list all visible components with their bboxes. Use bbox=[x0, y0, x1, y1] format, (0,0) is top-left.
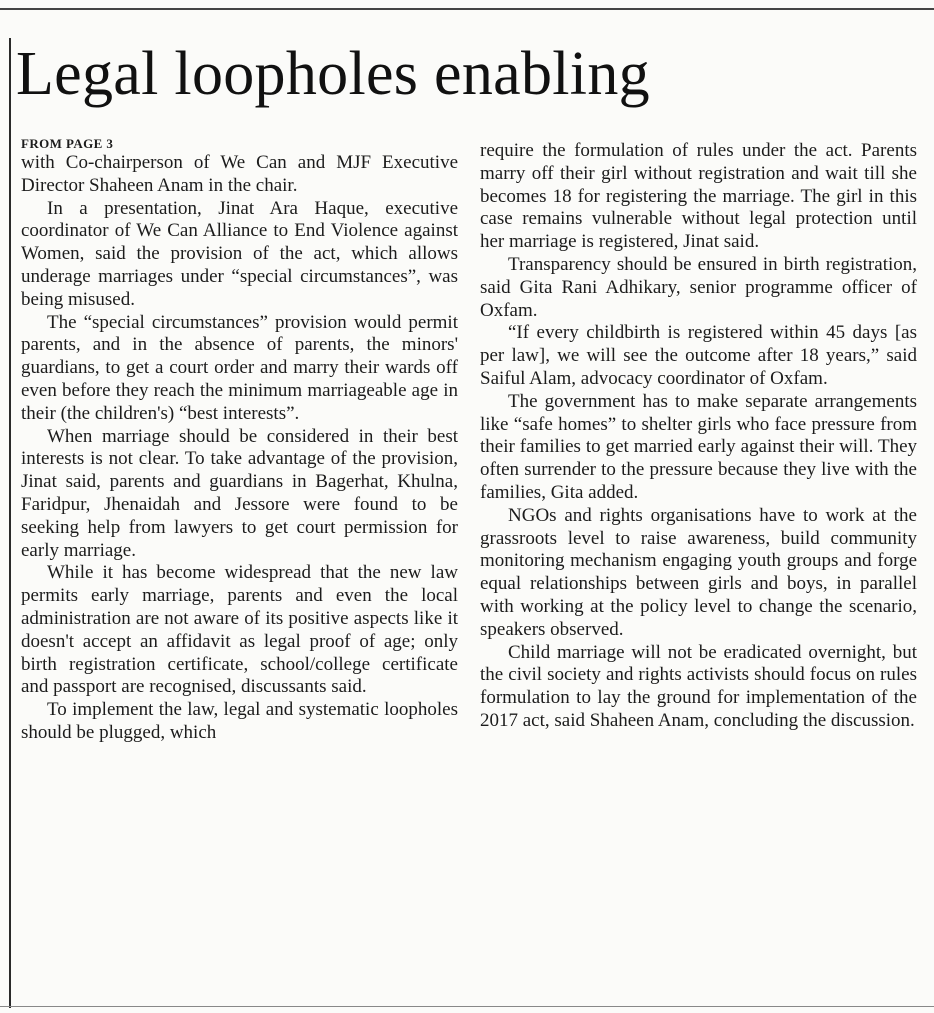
paragraph: To implement the law, legal and systematic loopholes should be plugged, which bbox=[21, 699, 458, 743]
paragraph: Child marriage will not be eradicated overnight, but the civil society and rights activists should focus on rules formulation to lay the ground for implementation of the 2017 act, said Shaheen Anam, concluding the discussion. bbox=[480, 641, 917, 731]
paragraph: Transparency should be ensured in birth registration, said Gita Rani Adhikary, senior programme officer of Oxfam. bbox=[480, 253, 917, 321]
bottom-rule bbox=[0, 1006, 934, 1007]
paragraph: In a presentation, Jinat Ara Haque, executive coordinator of We Can Alliance to End Violence against Women, said the provision of the act, which allows underage marriages under “special circumstances”, was being misused. bbox=[21, 197, 458, 310]
paragraph: with Co-chairperson of We Can and MJF Executive Director Shaheen Anam in the chair. bbox=[21, 152, 458, 196]
continuation-kicker: FROM PAGE 3 bbox=[21, 136, 114, 151]
paragraph: The “special circumstances” provision would permit parents, and in the absence of parents, the minors' guardians, to get a court order and marry their wards off even before they reach the minimum marriageable age in their (the children's) “best interests”. bbox=[21, 311, 458, 424]
top-rule bbox=[0, 8, 934, 10]
paragraph: require the formulation of rules under the act. Parents marry off their girl without registration and wait till she becomes 18 for registering the marriage. The girl in this case remains vulnerable without legal protection until her marriage is registered, Jinat said. bbox=[480, 140, 917, 253]
paragraph: When marriage should be considered in their best interests is not clear. To take advantage of the provision, Jinat said, parents and guardians in Bagerhat, Khulna, Faridpur, Jhenaidah and Jessore were found to be seeking help from lawyers to get court permission for early marriage. bbox=[21, 425, 458, 561]
paragraph: NGOs and rights organisations have to work at the grassroots level to raise awareness, build community monitoring mechanism engaging youth groups and forge equal relationships between girls and boys, in parallel with working at the policy level to change the scenario, speakers observed. bbox=[480, 504, 917, 640]
headline: Legal loopholes enabling bbox=[16, 40, 650, 108]
article-column-left bbox=[21, 136, 458, 745]
left-column-rule bbox=[9, 38, 11, 1008]
paragraph: “If every childbirth is registered within 45 days [as per law], we will see the outcome after 18 years,” said Saiful Alam, advocacy coordinator of Oxfam. bbox=[480, 322, 917, 389]
article-column-right bbox=[480, 140, 917, 733]
paragraph: The government has to make separate arrangements like “safe homes” to shelter girls who face pressure from their families to get married early against their will. They often surrender to the pressure because they live with the families, Gita added. bbox=[480, 390, 917, 503]
paragraph: While it has become widespread that the new law permits early marriage, parents and even the local administration are not aware of its positive aspects like it doesn't accept an affidavit as legal proof of age; only birth registration certificate, school/college certificate and passport are recognised, discussants said. bbox=[21, 562, 458, 698]
